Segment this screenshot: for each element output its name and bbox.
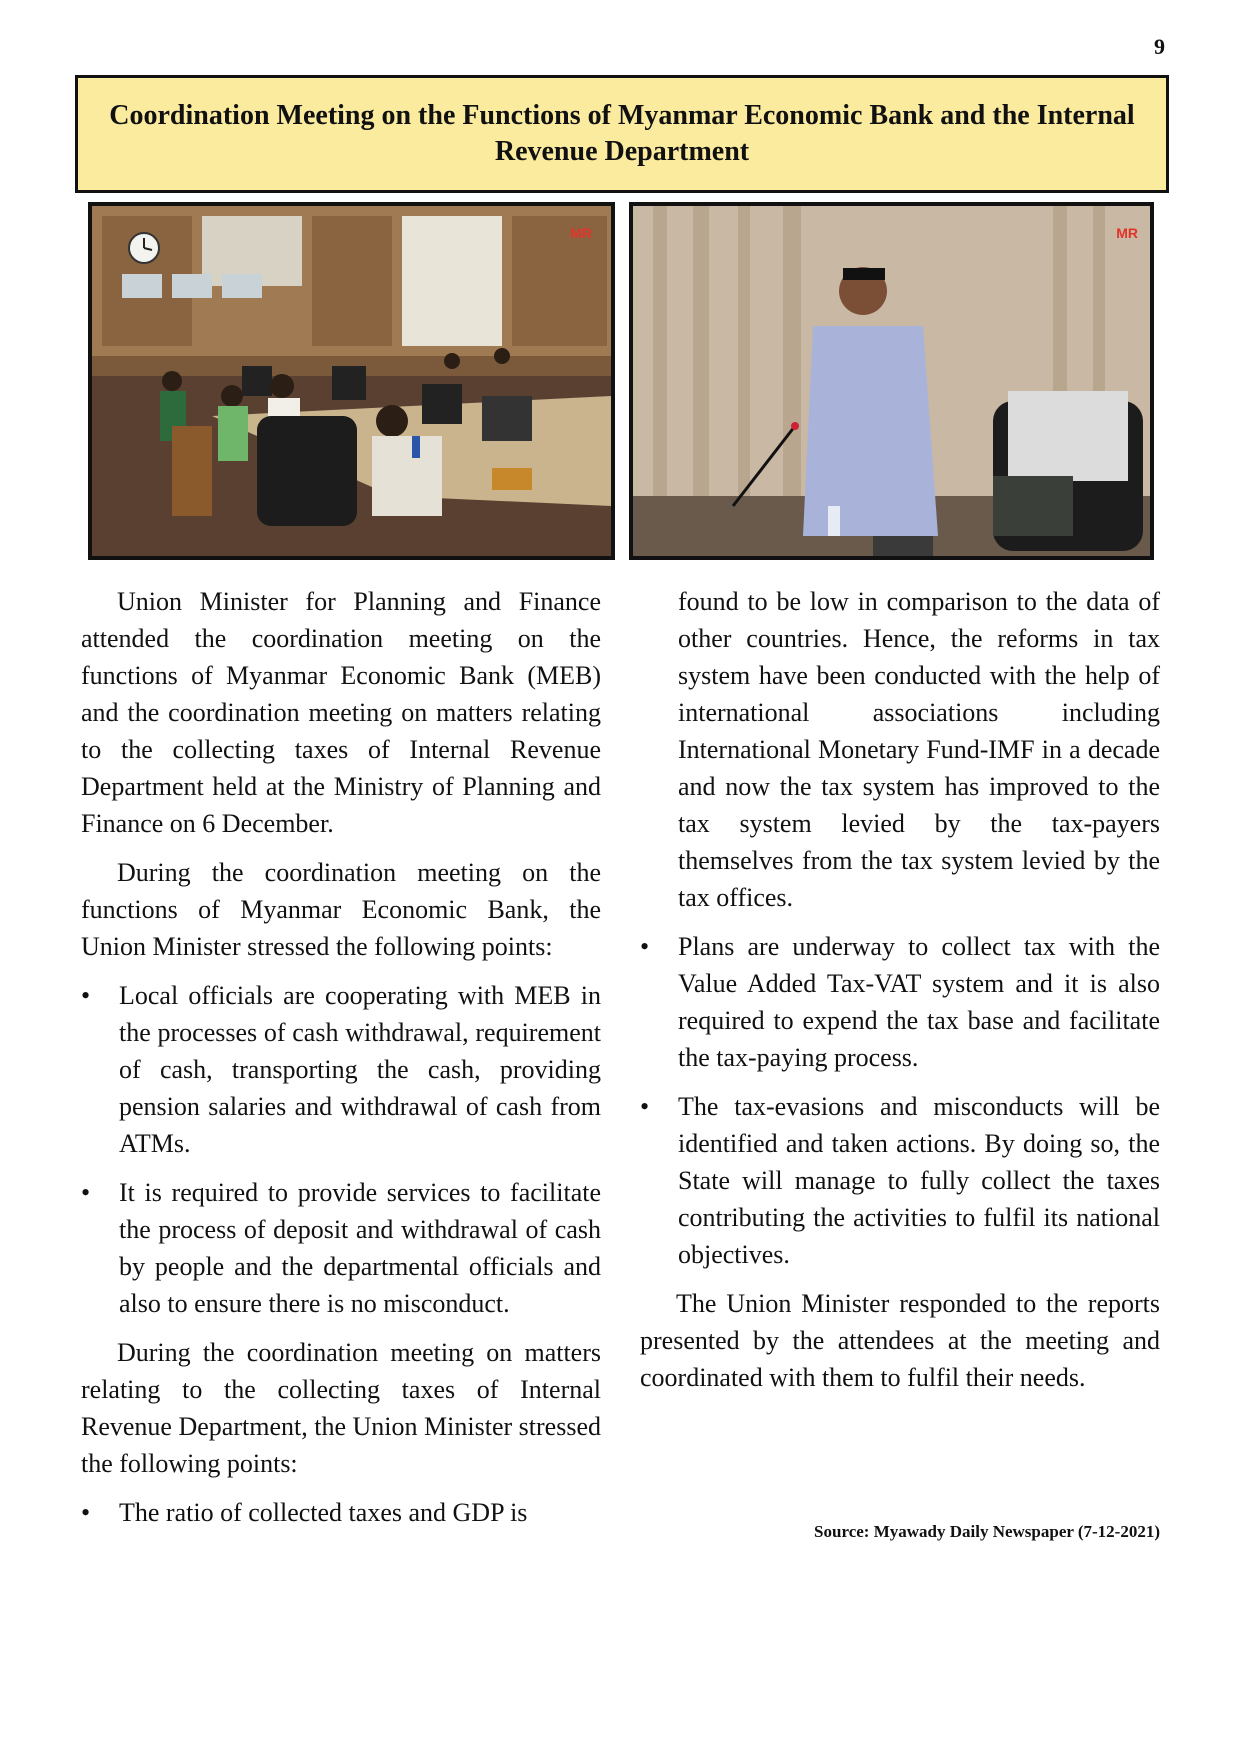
continued-bullet-text: found to be low in comparison to the data of other countries. Hence, the reforms in tax system have been conducted with the help of international associations including International Monetary Fund-IMF in a decade and now the tax system has improved to the tax system levied by the tax-payers themselves from the tax system levied by the tax offices. xyxy=(678,587,1160,912)
article-title: Coordination Meeting on the Functions of Myanmar Economic Bank and the Internal Revenue Department xyxy=(109,100,1135,167)
mrtv-logo: MR xyxy=(570,225,592,241)
bullet-icon: • xyxy=(81,1498,91,1527)
bullet-icon: • xyxy=(81,981,91,1010)
list-item: • The ratio of collected taxes and GDP is xyxy=(81,1494,601,1531)
ird-points-list xyxy=(81,1494,601,1531)
source-credit: Source: Myawady Daily Newspaper (7-12-2021) xyxy=(814,1522,1160,1541)
right-column xyxy=(640,583,1160,1408)
page-number: 9 xyxy=(1154,34,1165,59)
meb-points-list xyxy=(81,977,601,1322)
intro-paragraph: Union Minister for Planning and Finance attended the coordination meeting on the functions of Myanmar Economic Bank (MEB) and the coordination meeting on matters relating to the collecting taxes of Internal Revenue Department held at the Ministry of Planning and Finance on 6 December. xyxy=(81,587,601,838)
list-item: • Plans are underway to collect tax with the Value Added Tax-VAT system and it is also required to expend the tax base and facilitate the tax-paying process. xyxy=(640,928,1160,1076)
left-column xyxy=(81,583,601,1543)
meeting-room-photo xyxy=(88,202,615,560)
mrtv-logo: MR xyxy=(1116,225,1138,241)
title-box xyxy=(75,75,1169,193)
meb-paragraph: During the coordination meeting on the functions of Myanmar Economic Bank, the Union Minister stressed the following points: xyxy=(81,858,601,961)
bullet-icon: • xyxy=(640,932,650,961)
list-item: • Local officials are cooperating with MEB in the processes of cash withdrawal, requirement of cash, transporting the cash, providing pension salaries and withdrawal of cash from ATMs. xyxy=(81,977,601,1162)
minister-speaking-photo xyxy=(629,202,1154,560)
ird-points-list-continued xyxy=(640,928,1160,1273)
bullet-icon: • xyxy=(640,1092,650,1121)
closing-paragraph: The Union Minister responded to the reports presented by the attendees at the meeting and coordinated with them to fulfil their needs. xyxy=(640,1289,1160,1392)
list-item: • It is required to provide services to facilitate the process of deposit and withdrawal of cash by people and the departmental officials and also to ensure there is no misconduct. xyxy=(81,1174,601,1322)
ird-paragraph: During the coordination meeting on matters relating to the collecting taxes of Internal Revenue Department, the Union Minister stressed the following points: xyxy=(81,1338,601,1478)
bullet-icon: • xyxy=(81,1178,91,1207)
list-item: • The tax-evasions and misconducts will be identified and taken actions. By doing so, the State will manage to fully collect the taxes contributing the activities to fulfil its national objectives. xyxy=(640,1088,1160,1273)
